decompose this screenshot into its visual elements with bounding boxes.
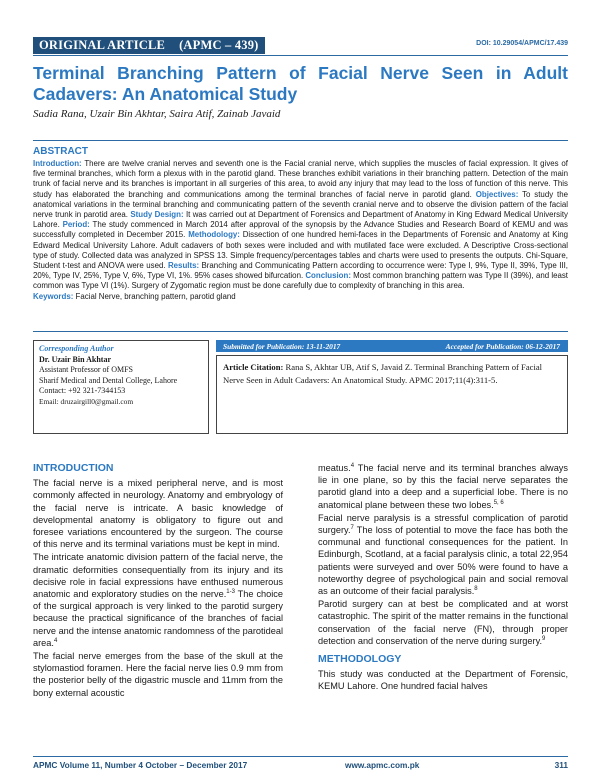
abstract-keywords-text: Facial Nerve, branching pattern, parotid gland bbox=[75, 291, 236, 301]
body-right-column bbox=[318, 462, 568, 694]
intro-paragraph-3: The facial nerve emerges from the base of the skull at the stylomastiod foramen. Here the facial nerve lies 0.9 mm from the posterior belly of the digastric muscle and 11mm from the bony external acoustic bbox=[33, 651, 283, 698]
method-paragraph-1: This study was conducted at the Department of Forensic, KEMU Lahore. One hundred facial halves bbox=[318, 669, 568, 692]
right-p2-ref2: 8 bbox=[474, 585, 478, 592]
abstract-conclusion-label: Conclusion: bbox=[305, 271, 351, 281]
corresponding-author-box bbox=[33, 340, 209, 434]
article-citation-box bbox=[216, 355, 568, 434]
abstract-bottom-rule bbox=[33, 331, 568, 332]
intro-paragraph-2 bbox=[33, 551, 283, 649]
abstract-body bbox=[33, 159, 568, 302]
abstract-intro-text: There are twelve cranial nerves and seventh one is the Facial cranial nerve, which supplies the muscles of facial expression. It gives of five terminal branches, which form a plexus with in the parotid gland. These branches exhibit variations in their branching pattern. Detection of the main trunk of facial nerve and its branches is important in all surgeries of this area, to avoid any injury that may lead to the loss of function of this nerve. This study has elaborated the branching and communications among the terminal branches of facial nerve in parotid gland. bbox=[33, 159, 568, 199]
article-code: (APMC – 439) bbox=[179, 38, 259, 52]
abstract-top-rule bbox=[33, 140, 568, 141]
right-p3-text: Parotid surgery can at best be complicated and at worst catastrophic. The spirit of the matter remains in the functional conservation of the facial nerve (FN), through proper detection and conservation of the nerve during surgery. bbox=[318, 599, 568, 646]
corresponding-institution: Sharif Medical and Dental College, Lahore bbox=[39, 375, 178, 385]
right-paragraph-2 bbox=[318, 512, 568, 597]
right-p1-ref: 4 bbox=[350, 462, 355, 469]
header-rule bbox=[33, 55, 568, 56]
body-left-column bbox=[33, 462, 283, 700]
introduction-heading: INTRODUCTION bbox=[33, 462, 114, 474]
abstract-methodology-text: Dissection of one hundred hemi-faces in the Departments of Forensic and Anatomy at King Edward Medical University Lahore. Adult cadavers of both sexes were included and with mutilated face were excluded. A Descriptive Cross-sectional type of study. Collected data was analyzed in SPSS 13. Simple frequency/percentages tables and charts were used to presents the outputs. Chi-Square, Student t-test and ANOVA were used. bbox=[33, 230, 568, 271]
submitted-date: Submitted for Publication: 13-11-2017 bbox=[223, 341, 341, 351]
right-p2-ref: 7 bbox=[350, 524, 354, 531]
right-paragraph-1 bbox=[318, 462, 568, 511]
article-type-badge bbox=[33, 37, 265, 54]
abstract-methodology-label: Methodology: bbox=[188, 230, 240, 240]
article-title: Terminal Branching Pattern of Facial Nerve Seen in Adult Cadavers: An Anatomical Study bbox=[33, 63, 568, 104]
intro-p2-text-b: The choice of the surgical approach is very linked to the parotid surgery because the practical significance of the branches of facial nerve and the intense anatomic randomness of the parotideal area. bbox=[33, 589, 283, 648]
right-p3-ref: 9 bbox=[542, 635, 546, 642]
right-paragraph-3 bbox=[318, 598, 568, 647]
abstract-intro-label: Introduction: bbox=[33, 159, 82, 168]
abstract-heading: ABSTRACT bbox=[33, 146, 88, 157]
abstract-design-text: It was carried out at Department of Forensics and Department of Anatomy in King Edward Medical University Lahore. bbox=[33, 210, 569, 230]
page-footer bbox=[33, 760, 568, 772]
footer-rule bbox=[33, 756, 568, 757]
abstract-period-label: Period: bbox=[62, 220, 90, 230]
intro-paragraph-1: The facial nerve is a mixed peripheral nerve, and is most commonly affected in neurology. Anatomy and embryology of the facial nerve is intricate. A basic knowledge of developmental anatomy is obligatory to figure out and foresee variations encountered by the surgeon. The course of this nerve and its terminal variations must be kept in mind. bbox=[33, 478, 283, 550]
intro-p2-ref2: 4 bbox=[53, 637, 58, 644]
abstract-results-text: Branching and Communicating Pattern according to occurrence were: Type I, 9%, Type II, 39%, Type III, 20%, Type IV, 25%, Type V, 6%, Type VI, 1%. 95% cases showed bifurcation. bbox=[33, 261, 568, 281]
right-p1-ref2: 5, 6 bbox=[493, 499, 504, 506]
footer-volume: APMC Volume 11, Number 4 October – December 2017 bbox=[33, 760, 248, 770]
author-list: Sadia Rana, Uzair Bin Akhtar, Saira Atif, Zainab Javaid bbox=[33, 108, 281, 120]
methodology-heading: METHODOLOGY bbox=[318, 653, 402, 666]
abstract-results-label: Results: bbox=[167, 261, 200, 271]
doi-link[interactable]: DOI: 10.29054/APMC/17.439 bbox=[476, 40, 568, 47]
right-p1-text-b: The facial nerve and its terminal branches always lie in one plane, so by this the facial nerve separates the parotid gland into a deep and a superficial lobe. There is no anatomical plane between these two lobes. bbox=[318, 463, 568, 510]
corresponding-position: Assistant Professor of OMFS bbox=[39, 365, 134, 375]
intro-p2-ref: 1-3 bbox=[226, 588, 235, 595]
footer-page-number: 311 bbox=[554, 760, 568, 770]
citation-text: Rana S, Akhtar UB, Atif S, Javaid Z. Terminal Branching Pattern of Facial Nerve Seen in Adult Cadavers: An Anatomical Study. APMC 2017;11(4):311-5. bbox=[223, 362, 543, 385]
right-p2-text: Facial nerve paralysis is a stressful complication of parotid surgery. bbox=[318, 512, 568, 536]
abstract-objectives-label: Objectives: bbox=[475, 189, 519, 199]
accepted-date: Accepted for Publication: 06-12-2017 bbox=[445, 341, 560, 351]
abstract-objectives-text: To study the anatomical variations in the terminal branching and communicating pattern of the seventh cranial nerve and to observe the division pattern of the facial nerve trunk in parotid area. bbox=[33, 189, 568, 220]
article-header bbox=[33, 37, 568, 53]
corresponding-email[interactable]: Email: druzairgill0@gmail.com bbox=[39, 396, 134, 406]
abstract-design-label: Study Design: bbox=[130, 210, 184, 220]
article-type: ORIGINAL ARTICLE bbox=[39, 38, 166, 52]
abstract-conclusion-text: Most common branching pattern was Type II (39%), and least common was Type VI (1%). Surgery of Zygomatic region must be done carefully due to complexity of branching in this area. bbox=[33, 271, 568, 291]
abstract-period-text: The study commenced in March 2014 after approval of the synopsis by the Advance Studies and Research Board of KEMU and was successfully completed in December 2015. bbox=[33, 220, 568, 240]
footer-website[interactable]: www.apmc.com.pk bbox=[345, 760, 420, 770]
corresponding-name: Dr. Uzair Bin Akhtar bbox=[39, 354, 112, 364]
right-p2-text-b: The loss of potential to move the face has both the communal and functional consequences for the patient. In Edinburgh, Scotland, at a facial paralysis clinic, a total 22,954 patients were surveyed and over 50% were found to have a noteworthy degree of psychological pain and social removal as an outcome of their facial paralysis. bbox=[318, 525, 568, 597]
submission-bar bbox=[216, 340, 568, 352]
abstract-keywords-label: Keywords: bbox=[33, 291, 74, 301]
intro-p2-text: The intricate anatomic division pattern of the facial nerve, the dramatic deformities consequentially from its injury and its decisive role in facial expressions have enthused numerous anatomic and exploratory studies on the nerve. bbox=[33, 552, 283, 600]
citation-label: Article Citation: bbox=[223, 362, 284, 372]
corresponding-heading: Corresponding Author bbox=[39, 344, 114, 353]
corresponding-contact: Contact: +92 321-7344153 bbox=[39, 386, 126, 396]
right-p1-text: meatus. bbox=[318, 463, 351, 473]
